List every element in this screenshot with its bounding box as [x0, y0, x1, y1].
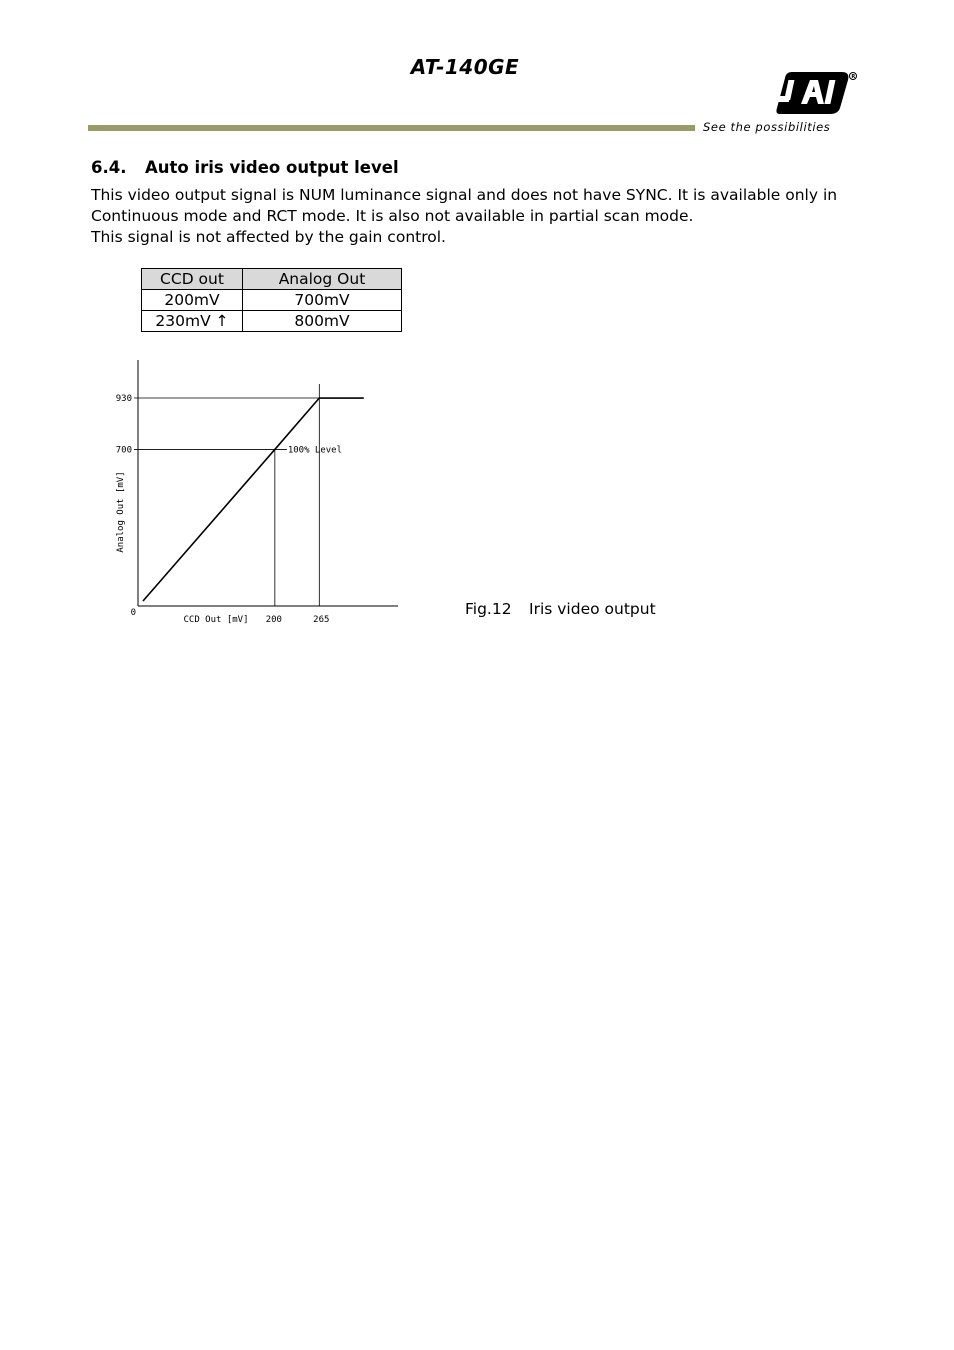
x-tick-label: 0: [130, 608, 136, 618]
table-header: CCD out: [142, 269, 243, 290]
x-axis-label: CCD Out [mV]: [183, 615, 249, 625]
jai-logo-icon: [776, 68, 858, 118]
svg-text:R: R: [851, 74, 856, 80]
section-number: 6.4.: [91, 158, 127, 177]
paragraph: This video output signal is NUM luminance signal and does not have SYNC. It is available only in Continuous mode and RCT mode. It is also not available in partial scan mode.: [91, 186, 838, 225]
table-row: [142, 290, 402, 311]
table-cell: 700mV: [243, 290, 402, 311]
series-line: [143, 398, 364, 601]
x-tick-label: 265: [313, 615, 330, 625]
table-cell: 800mV: [243, 311, 402, 332]
table-header: Analog Out: [243, 269, 402, 290]
table-cell: 230mV ↑: [142, 311, 243, 332]
section-heading: [91, 158, 399, 177]
section-body: [91, 185, 851, 248]
table-header-row: [142, 269, 402, 290]
y-axis-label: Analog Out [mV]: [116, 471, 126, 553]
paragraph: This signal is not affected by the gain control.: [91, 228, 446, 246]
company-tagline: See the possibilities: [703, 120, 831, 134]
y-tick-label: 700: [115, 445, 132, 456]
figure-number: Fig.12: [465, 600, 512, 618]
output-level-table: [141, 268, 402, 332]
level-annotation: 100% Level: [287, 445, 343, 456]
iris-output-chart: [100, 350, 420, 635]
y-tick-label: 930: [115, 394, 132, 405]
figure-caption-text: Iris video output: [529, 600, 656, 618]
document-title: AT-140GE: [410, 55, 520, 79]
section-title: Auto iris video output level: [145, 158, 399, 177]
x-tick-label: 200: [265, 615, 282, 625]
header-divider: [88, 125, 695, 131]
figure-caption: [465, 600, 656, 618]
table-row: [142, 311, 402, 332]
table-cell: 200mV: [142, 290, 243, 311]
